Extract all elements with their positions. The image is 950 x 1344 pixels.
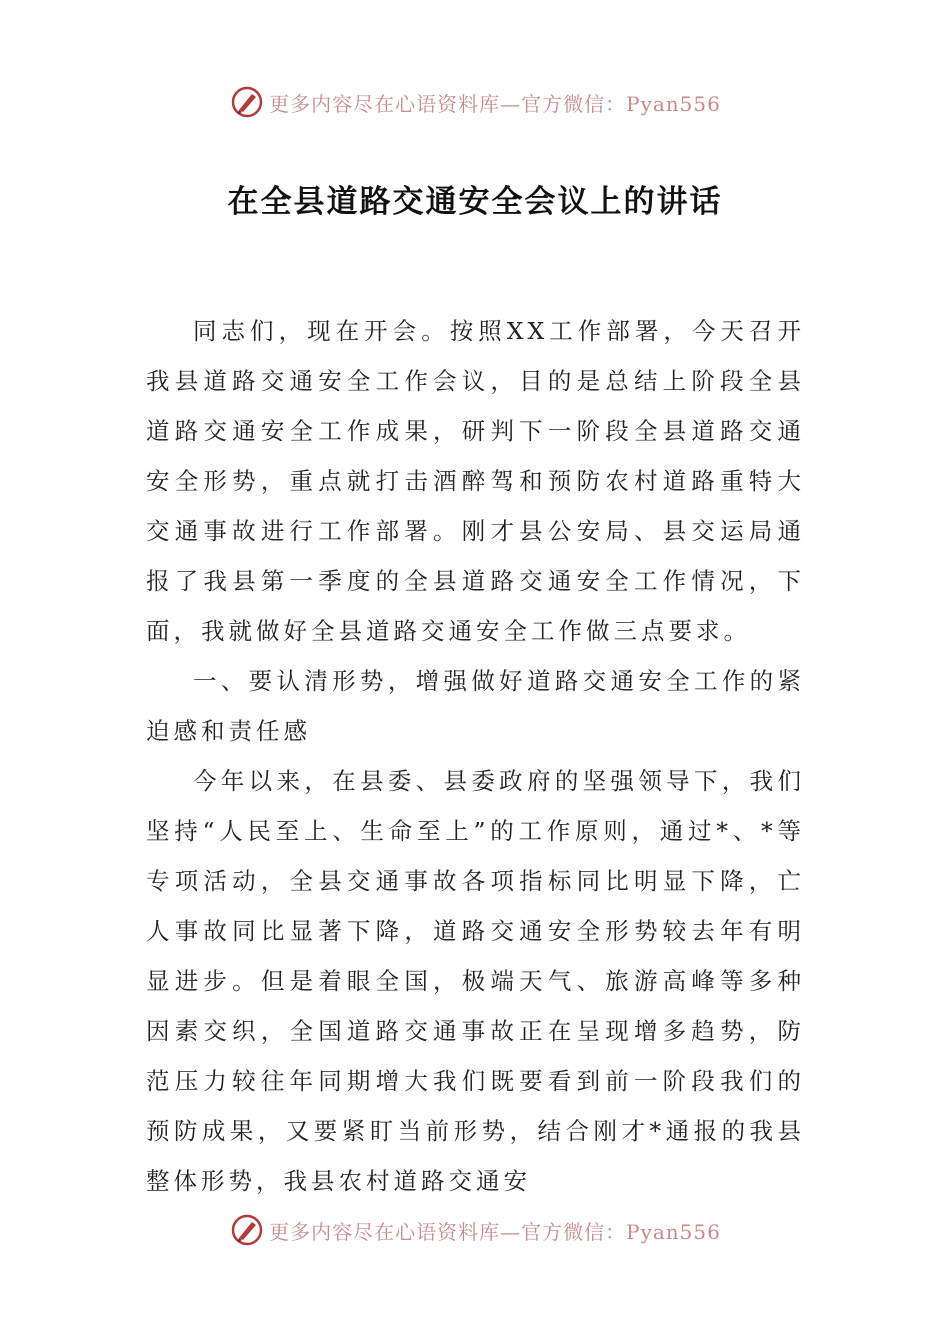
document-body <box>146 306 805 1206</box>
pen-logo-icon <box>229 1212 265 1248</box>
paragraph-situation: 今年以来，在县委、县委政府的坚强领导下，我们坚持“人民至上、生命至上”的工作原则，通过*、*等专项活动，全县交通事故各项指标同比明显下降，亡人事故同比显著下降，道路交通安全形势较去年有明显进步。但是着眼全国，极端天气、旅游高峰等多种因素交织，全国道路交通事故正在呈现增多趋势，防范压力较往年同期增大我们既要看到前一阶段我们的预防成果，又要紧盯当前形势，结合刚才*通报的我县整体形势，我县农村道路交通安 <box>146 767 805 1195</box>
paragraph-intro: 同志们，现在开会。按照XX工作部署，今天召开我县道路交通安全工作会议，目的是总结上阶段全县道路交通安全工作成果，研判下一阶段全县道路交通安全形势，重点就打击酒醉驾和预防农村道路重特大交通事故进行工作部署。刚才县公安局、县交运局通报了我县第一季度的全县道路交通安全工作情况，下面，我就做好全县道路交通安全工作做三点要求。 <box>146 317 805 645</box>
pen-logo-icon <box>229 84 265 120</box>
watermark-text: 更多内容尽在心语资料库—官方微信：Pyan556 <box>269 1219 721 1244</box>
watermark-text: 更多内容尽在心语资料库—官方微信：Pyan556 <box>269 91 721 116</box>
document-title: 在全县道路交通安全会议上的讲话 <box>227 184 723 220</box>
paragraph-heading-1: 一、要认清形势，增强做好道路交通安全工作的紧迫感和责任感 <box>146 667 805 745</box>
header-watermark-banner <box>0 82 950 122</box>
footer-watermark-banner <box>0 1210 950 1250</box>
